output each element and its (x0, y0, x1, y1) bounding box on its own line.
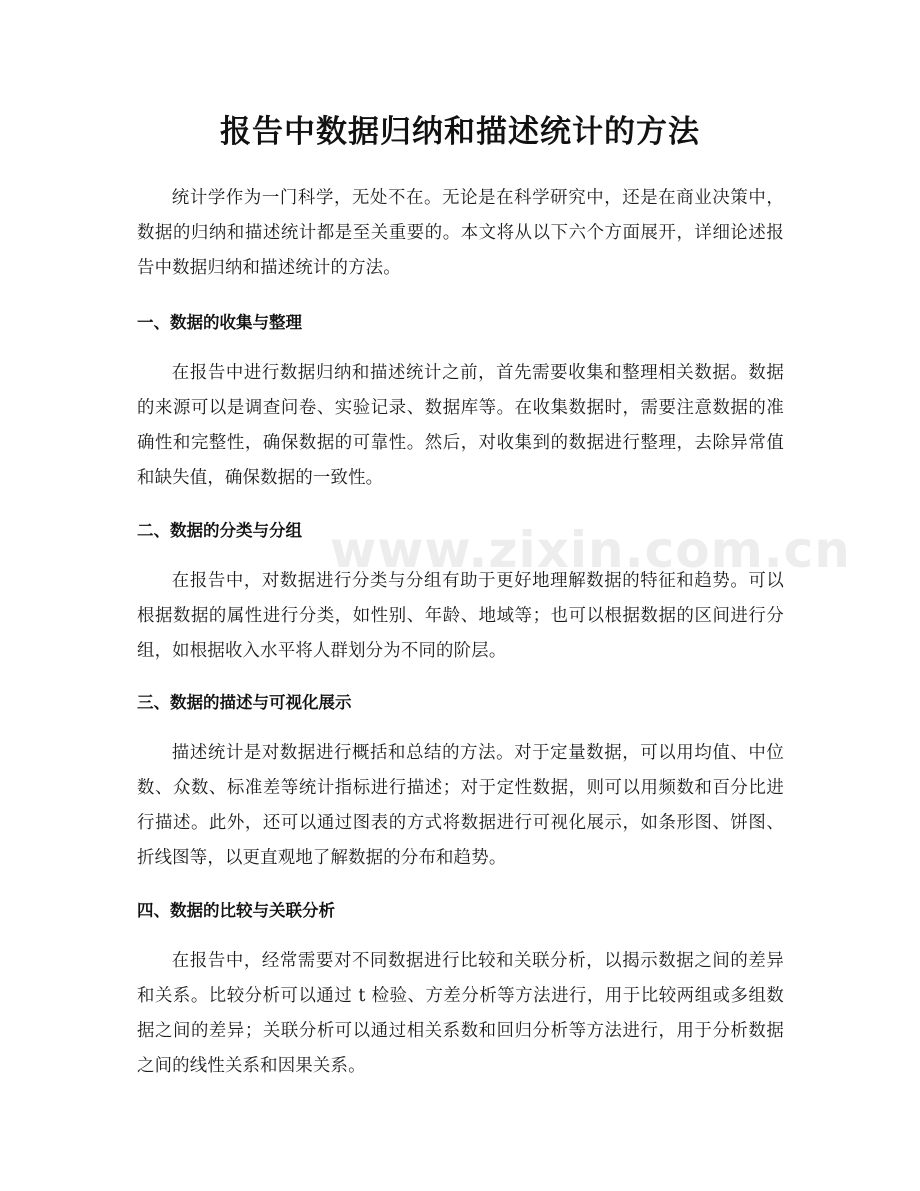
section-2 (137, 517, 784, 545)
section-3-body (137, 736, 784, 876)
document-title: 报告中数据归纳和描述统计的方法 (220, 114, 700, 150)
section-1-body (137, 356, 784, 496)
section-paragraph: 描述统计是对数据进行概括和总结的方法。对于定量数据，可以用均值、中位数、众数、标准差等统计指标进行描述；对于定性数据，则可以用频数和百分比进行描述。此外，还可以通过图表的方式将数据进行可视化展示，如条形图、饼图、折线图等，以更直观地了解数据的分布和趋势。 (137, 743, 784, 868)
section-2-body (137, 564, 784, 669)
section-1 (137, 309, 784, 337)
intro-block (137, 181, 784, 286)
section-paragraph: 在报告中，对数据进行分类与分组有助于更好地理解数据的特征和趋势。可以根据数据的属性进行分类，如性别、年龄、地域等；也可以根据数据的区间进行分组，如根据收入水平将人群划分为不同的阶层。 (137, 571, 784, 661)
section-heading: 一、数据的收集与整理 (137, 313, 302, 332)
watermark: www.zixin.com.cn (330, 521, 851, 579)
section-paragraph: 在报告中，经常需要对不同数据进行比较和关联分析，以揭示数据之间的差异和关系。比较分析可以通过 t 检验、方差分析等方法进行，用于比较两组或多组数据之间的差异；关联分析可以通过相关系数和回归分析等方法进行，用于分析数据之间的线性关系和因果关系。 (137, 951, 784, 1076)
section-heading: 三、数据的描述与可视化展示 (137, 693, 352, 712)
section-4-body (137, 944, 784, 1084)
intro-paragraph: 统计学作为一门科学，无处不在。无论是在科学研究中，还是在商业决策中，数据的归纳和描述统计都是至关重要的。本文将从以下六个方面展开，详细论述报告中数据归纳和描述统计的方法。 (137, 188, 784, 278)
section-paragraph: 在报告中进行数据归纳和描述统计之前，首先需要收集和整理相关数据。数据的来源可以是调查问卷、实验记录、数据库等。在收集数据时，需要注意数据的准确性和完整性，确保数据的可靠性。然后，对收集到的数据进行整理，去除异常值和缺失值，确保数据的一致性。 (137, 363, 784, 488)
section-3 (137, 689, 784, 717)
section-heading: 二、数据的分类与分组 (137, 521, 302, 540)
section-heading: 四、数据的比较与关联分析 (137, 901, 335, 920)
section-4 (137, 897, 784, 925)
